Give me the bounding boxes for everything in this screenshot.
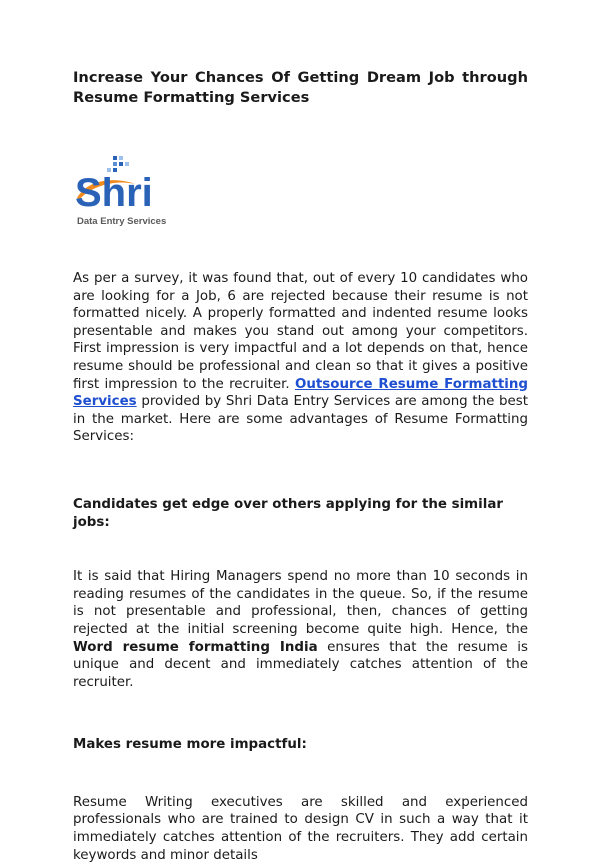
logo-dot: [119, 156, 123, 160]
page-title: Increase Your Chances Of Getting Dream Job through Resume Formatting Services: [73, 69, 528, 106]
section-edge-paragraph: [73, 568, 528, 691]
section-heading-impactful: Makes resume more impactful:: [73, 737, 307, 753]
logo-tagline: Data Entry Services: [77, 216, 167, 227]
intro-text-before: As per a survey, it was found that, out of every 10 candidates who are looking for a Job, 6 are rejected because their resume is not formatted nicely. A properly formatted and indented resume looks presentable and makes you stand out among your competitors. First impression is very impactful and a lot depends on that, hence resume should be professional and clean so that it gives a positive first impression to the recruiter.: [73, 271, 528, 392]
logo-wordmark: Shri: [75, 171, 153, 215]
logo-dot: [113, 162, 117, 166]
document-page: [73, 68, 528, 864]
shri-logo-icon: [73, 154, 188, 234]
logo-dot: [125, 162, 129, 166]
edge-bold-phrase: Word resume formatting India: [73, 639, 318, 655]
section-impactful-paragraph: Resume Writing executives are skilled and experienced professionals who are trained to design CV in such a way that it immediately catches attention of the recruiters. They add certain keywords and minor details: [73, 794, 528, 863]
edge-text-after: ensures that the resume is unique and decent and immediately catches attention of the recruiter.: [73, 639, 528, 690]
intro-paragraph: [73, 270, 528, 446]
company-logo: [73, 154, 188, 234]
section-heading-edge: Candidates get edge over others applying for the similar jobs:: [73, 496, 503, 530]
logo-dot: [119, 162, 123, 166]
intro-text-after: provided by Shri Data Entry Services are among the best in the market. Here are some advantages of Resume Formatting Services:: [73, 394, 528, 445]
logo-dot: [113, 156, 117, 160]
outsource-resume-formatting-link[interactable]: Outsource Resume Formatting Services: [73, 376, 528, 410]
edge-text-before: It is said that Hiring Managers spend no more than 10 seconds in reading resumes of the candidates in the queue. So, if the resume is not presentable and professional, then, chances of getting rejected at the initial screening become quite high. Hence, the: [73, 569, 528, 637]
